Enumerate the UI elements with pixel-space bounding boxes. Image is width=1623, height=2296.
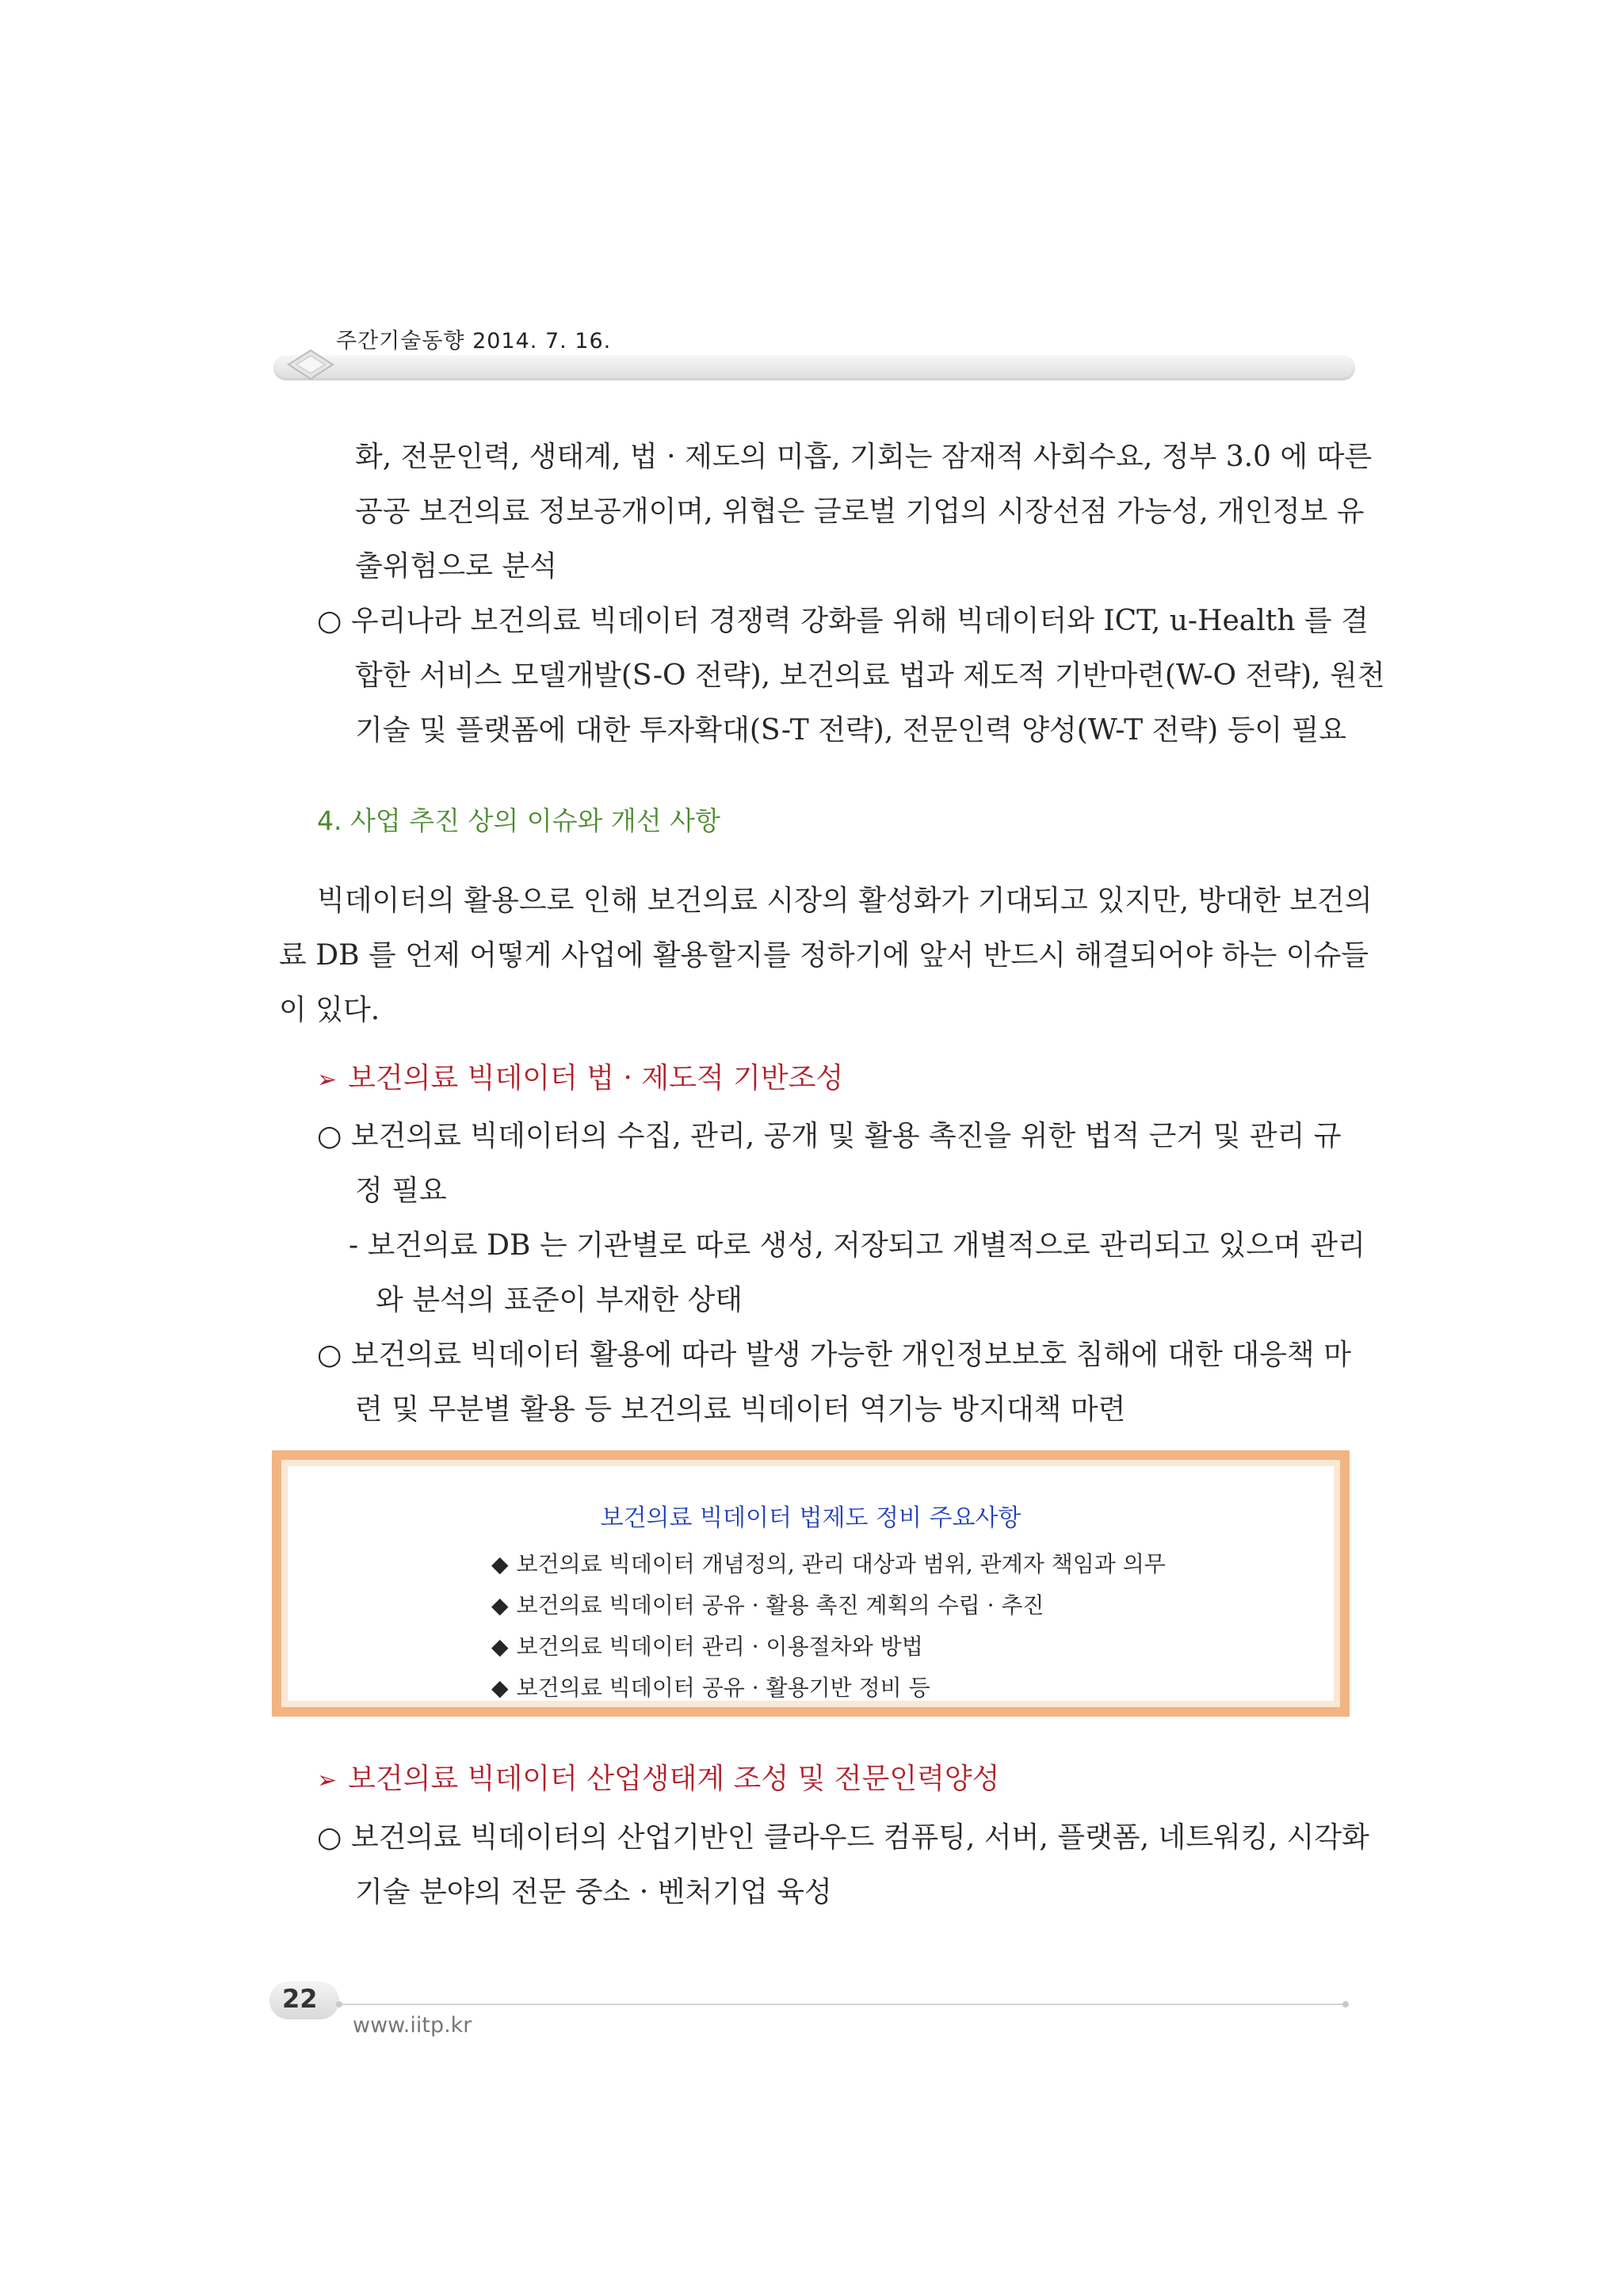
bullet-line: ○ 보건의료 빅데이터의 산업기반인 클라우드 컴퓨팅, 서버, 플랫폼, 네트워킹, 시각화 [317,1821,1369,1854]
subheading-text: 보건의료 빅데이터 산업생태계 조성 및 전문인력양성 [348,1763,1000,1795]
text-line: 화, 전문인력, 생태계, 법 · 제도의 미흡, 기회는 잠재적 사회수요, 정부 3.0 에 따른 [355,441,1373,473]
text-line: 료 DB 를 언제 어떻게 사업에 활용할지를 정하기에 앞서 반드시 해결되어야 하는 이슈들 [279,939,1369,972]
bullet-line: ○ 보건의료 빅데이터의 수집, 관리, 공개 및 활용 촉진을 위한 법적 근거 및 관리 규 [317,1120,1342,1152]
box-title: 보건의료 빅데이터 법제도 정비 주요사항 [600,1504,1022,1532]
box-item: ◆ 보건의료 빅데이터 관리 · 이용절차와 방법 [491,1633,923,1660]
diamond-bullet-icon: ◆ [491,1633,509,1660]
text-line: 와 분석의 표준이 부재한 상태 [376,1284,743,1316]
text-line: 합한 서비스 모델개발(S-O 전략), 보건의료 법과 제도적 기반마련(W-O 전략), 원천 [355,659,1385,692]
diamond-bullet-icon: ◆ [491,1592,509,1618]
text-line: 기술 분야의 전문 중소 · 벤처기업 육성 [355,1876,832,1908]
box-item: ◆ 보건의료 빅데이터 개념정의, 관리 대상과 범위, 관계자 책임과 의무 [491,1551,1166,1577]
running-header-title: 주간기술동향 2014. 7. 16. [336,329,612,353]
subheading-legal-basis [317,1056,843,1096]
text-line: 출위험으로 분석 [355,550,557,583]
text-line: 정 필요 [355,1175,447,1207]
box-item: ◆ 보건의료 빅데이터 공유 · 활용기반 정비 등 [491,1675,930,1701]
footer-dot [1342,2001,1349,2008]
footer-rule [339,2004,1346,2005]
subheading-industry-ecosystem [317,1756,999,1797]
bullet-line: ○ 우리나라 보건의료 빅데이터 경쟁력 강화를 위해 빅데이터와 ICT, u-Health 를 결 [317,605,1369,637]
text-line: 련 및 무분별 활용 등 보건의료 빅데이터 역기능 방지대책 마련 [355,1393,1126,1426]
text-line: 이 있다. [279,994,380,1026]
diamond-bullet-icon: ◆ [491,1675,509,1701]
header-bar [273,355,1355,380]
section-heading: 4. 사업 추진 상의 이슈와 개선 사항 [317,805,720,836]
dash-line: - 보건의료 DB 는 기관별로 따로 생성, 저장되고 개별적으로 관리되고 있으며 관리 [349,1229,1365,1262]
footer-dot [336,2001,342,2008]
page-number: 22 [282,1984,318,2014]
subheading-text: 보건의료 빅데이터 법 · 제도적 기반조성 [348,1062,844,1095]
bullet-line: ○ 보건의료 빅데이터 활용에 따라 발생 가능한 개인정보보호 침해에 대한 대응책 마 [317,1339,1351,1371]
key-points-box [272,1450,1350,1717]
diamond-bullet-icon: ◆ [491,1551,509,1577]
text-line: 기술 및 플랫폼에 대한 투자확대(S-T 전략), 전문인력 양성(W-T 전략) 등이 필요 [355,714,1347,747]
text-line: 공공 보건의료 정보공개이며, 위협은 글로벌 기업의 시장선점 가능성, 개인정보 유 [355,495,1365,528]
box-item: ◆ 보건의료 빅데이터 공유 · 활용 촉진 계획의 수립 · 추진 [491,1592,1044,1618]
header-diamond-icon [287,349,334,380]
arrow-icon: ➢ [317,1767,338,1794]
arrow-icon: ➢ [317,1066,338,1094]
footer-url: www.iitp.kr [353,2013,472,2038]
text-line: 빅데이터의 활용으로 인해 보건의료 시장의 활성화가 기대되고 있지만, 방대한 보건의 [317,884,1373,917]
